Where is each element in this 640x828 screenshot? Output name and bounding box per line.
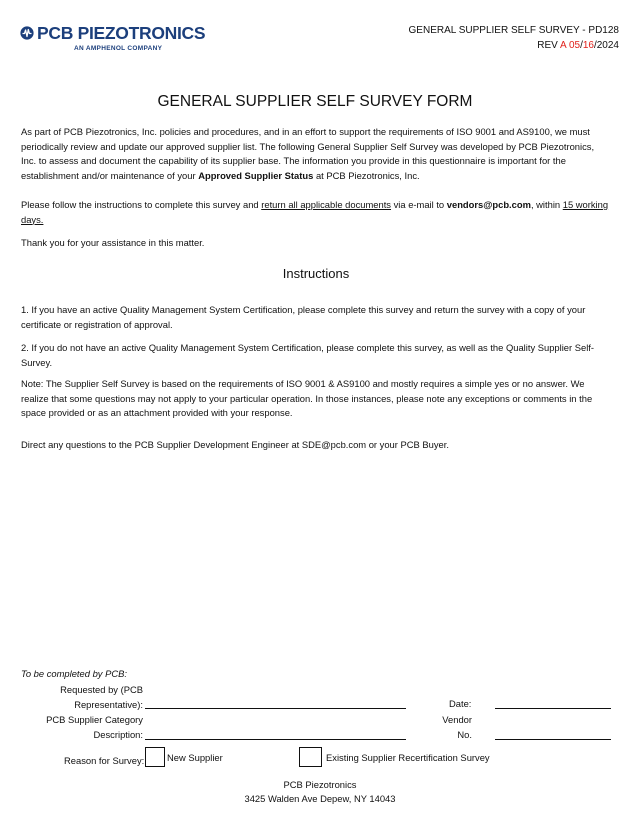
approved-status-text: Approved Supplier Status bbox=[198, 169, 314, 181]
new-supplier-label: New Supplier bbox=[167, 752, 223, 763]
within-text: , within bbox=[530, 199, 561, 210]
revision-line bbox=[409, 38, 619, 53]
instruction-item-2: 2. If you do not have an active Quality Management System Certification, please complete this survey, as well as the Quality Supplier Self-Survey. bbox=[21, 342, 595, 368]
revision-day: 16 bbox=[582, 40, 594, 51]
intro-end-text: at PCB Piezotronics, Inc. bbox=[315, 169, 420, 181]
pcb-use-note: To be completed by PCB: bbox=[21, 668, 127, 679]
page-title: GENERAL SUPPLIER SELF SURVEY FORM bbox=[157, 93, 473, 110]
category-line-1: PCB Supplier Category bbox=[46, 714, 143, 725]
reason-label: Reason for Survey: bbox=[64, 755, 145, 766]
instruction-item-1: 1. If you have an active Quality Management System Certification, please complete this survey and return the survey with a copy of your certificate or registration of approval. bbox=[21, 304, 586, 330]
category-description-field[interactable] bbox=[145, 739, 406, 740]
vendor-no-label bbox=[420, 713, 472, 742]
vendor-line-1: Vendor bbox=[442, 714, 472, 725]
revision-month: 05 bbox=[568, 40, 581, 51]
return-documents-text: return all applicable documents bbox=[261, 199, 391, 210]
survey-note: Note: The Supplier Self Survey is based on the requirements of ISO 9001 & AS9100 and mostly requires a simple yes or no answer. We realize that some questions may not apply to your particular operation. In those instances, please note any exceptions or comments in the space provided or as an attachment provided with your response. bbox=[21, 378, 593, 418]
intro-paragraph bbox=[21, 125, 611, 183]
document-header bbox=[409, 23, 619, 53]
requested-by-field[interactable] bbox=[145, 708, 406, 709]
document-id: GENERAL SUPPLIER SELF SURVEY - PD128 bbox=[408, 25, 619, 36]
vendor-line-2: No. bbox=[457, 728, 472, 740]
follow-text: Please follow the instructions to complete this survey and bbox=[21, 199, 259, 210]
date-label: Date: bbox=[449, 698, 472, 709]
logo-name: PCB PIEZOTRONICS bbox=[37, 23, 206, 43]
new-supplier-checkbox[interactable] bbox=[145, 747, 165, 767]
footer-address: 3425 Walden Ave Depew, NY 14043 bbox=[244, 793, 396, 804]
vendor-no-field[interactable] bbox=[495, 739, 611, 740]
revision-label: REV bbox=[537, 40, 558, 51]
requested-by-line-1: Requested by (PCB bbox=[60, 684, 143, 695]
thank-you-text: Thank you for your assistance in this matter. bbox=[21, 237, 205, 248]
category-label bbox=[30, 713, 143, 742]
vendors-email[interactable]: vendors@pcb.com bbox=[446, 199, 531, 210]
company-logo bbox=[20, 25, 210, 55]
requested-by-label bbox=[30, 683, 143, 712]
footer-company: PCB Piezotronics bbox=[283, 779, 357, 790]
via-email-text: via e-mail to bbox=[393, 199, 445, 210]
date-field[interactable] bbox=[495, 708, 611, 709]
revision-sep: / bbox=[580, 40, 583, 51]
pcb-logo-icon bbox=[20, 26, 34, 40]
revision-year: /2024 bbox=[593, 40, 619, 51]
recertification-label: Existing Supplier Recertification Survey bbox=[326, 752, 490, 763]
revision-letter: A bbox=[560, 40, 567, 51]
intro-text: As part of PCB Piezotronics, Inc. policies and procedures, and in an effort to support the requirements of ISO 9001 and AS9100, we must periodically review and update our approved supplier list. The following General Supplier Self Survey was developed by PCB Piezotronics, Inc. to assess and document the capability of its supplier base. The information you provide in this questionnaire is important for the establishment and/or maintenance of your bbox=[21, 126, 595, 181]
deadline-text: 15 working days. bbox=[21, 199, 609, 225]
instructions-heading: Instructions bbox=[282, 266, 350, 281]
recertification-checkbox[interactable] bbox=[299, 747, 322, 767]
requested-by-line-2: Representative): bbox=[74, 698, 143, 710]
category-line-2: Description: bbox=[93, 728, 143, 740]
contact-text: Direct any questions to the PCB Supplier Development Engineer at SDE@pcb.com or your PCB Buyer. bbox=[21, 439, 449, 450]
instructions-paragraph bbox=[21, 198, 611, 227]
logo-tagline: AN AMPHENOL COMPANY bbox=[74, 45, 163, 52]
